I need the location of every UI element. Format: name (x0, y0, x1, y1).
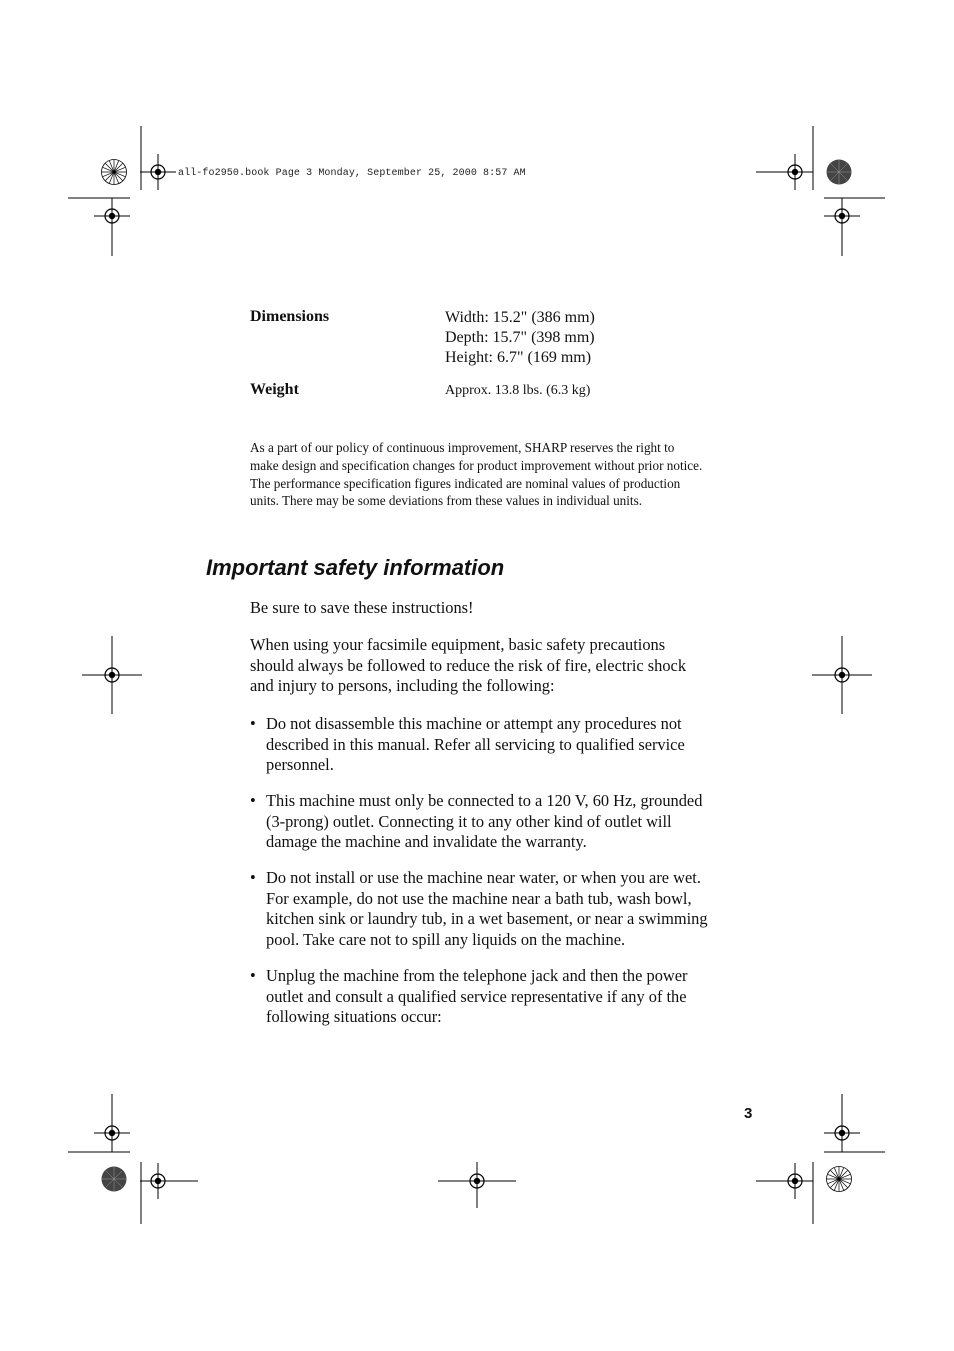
paragraph-line: and injury to persons, including the following: (250, 676, 555, 696)
weight-label: Weight (250, 381, 299, 398)
page-number: 3 (744, 1105, 753, 1122)
list-item-line: (3-prong) outlet. Connecting it to any other kind of outlet will (266, 811, 672, 831)
note-line: make design and specification changes for product improvement without prior notice. (250, 457, 703, 473)
section-heading: Important safety information (206, 555, 505, 580)
intro-text: Be sure to save these instructions! (250, 598, 474, 617)
registration-star-icon (102, 1167, 127, 1192)
list-item-line: personnel. (266, 755, 334, 775)
safety-paragraph (250, 635, 745, 697)
print-slug: all-fo2950.book Page 3 Monday, September 25, 2000 8:57 AM (178, 168, 526, 179)
list-item-line: Do not disassemble this machine or attempt any procedures not (266, 714, 682, 733)
registration-star-icon (827, 1167, 852, 1192)
bullet-icon: • (250, 966, 256, 985)
weight-value: Approx. 13.8 lbs. (6.3 kg) (445, 383, 591, 398)
dimension-depth: Depth: 15.7" (398 mm) (445, 329, 595, 346)
dimension-height: Height: 6.7" (169 mm) (445, 349, 592, 366)
note-line: The performance specification figures indicated are nominal values of production (250, 475, 681, 491)
list-item (250, 966, 740, 1028)
dimensions-values (445, 308, 595, 368)
bullet-icon: • (250, 868, 256, 887)
registration-mark-icon (140, 154, 176, 190)
list-item-line: following situations occur: (266, 1007, 442, 1027)
note-line: As a part of our policy of continuous improvement, SHARP reserves the right to (250, 440, 675, 455)
paragraph-line: When using your facsimile equipment, basic safety precautions (250, 635, 666, 654)
list-item-line: damage the machine and invalidate the warranty. (266, 832, 587, 852)
list-item-line: Unplug the machine from the telephone jack and then the power (266, 966, 688, 985)
paragraph-line: should always be followed to reduce the risk of fire, electric shock (250, 655, 687, 675)
list-item-line: Do not install or use the machine near water, or when you are wet. (266, 868, 701, 887)
list-item-line: described in this manual. Refer all servicing to qualified service (266, 734, 685, 754)
list-item (250, 714, 740, 776)
dimension-width: Width: 15.2" (386 mm) (445, 309, 595, 326)
list-item-line: outlet and consult a qualified service representative if any of the (266, 986, 687, 1006)
policy-note (250, 439, 750, 510)
list-item-line: kitchen sink or laundry tub, in a wet basement, or near a swimming (266, 909, 708, 929)
note-line: units. There may be some deviations from these values in individual units. (250, 493, 643, 509)
list-item (250, 791, 740, 853)
list-item-line: For example, do not use the machine near a bath tub, wash bowl, (266, 888, 692, 908)
registration-star-icon (102, 160, 127, 185)
list-item-line: This machine must only be connected to a 120 V, 60 Hz, grounded (266, 791, 703, 810)
dimensions-label: Dimensions (250, 308, 330, 325)
bullet-icon: • (250, 791, 256, 810)
list-item (250, 868, 740, 950)
registration-star-icon (827, 160, 852, 185)
list-item-line: pool. Take care not to spill any liquids on the machine. (266, 929, 626, 949)
bullet-icon: • (250, 714, 256, 733)
